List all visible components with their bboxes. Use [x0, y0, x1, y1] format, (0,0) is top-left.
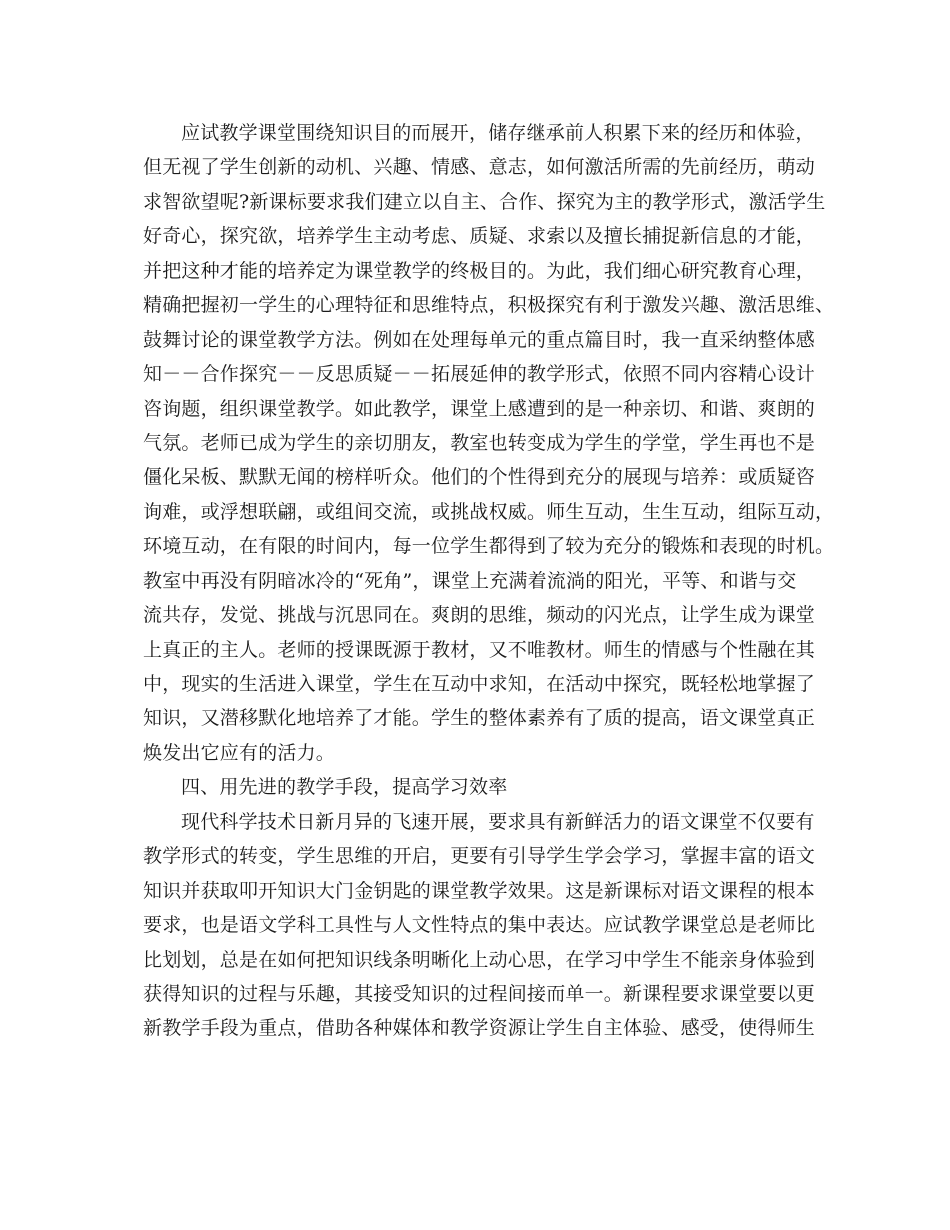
- text-line: 新教学手段为重点，借助各种媒体和教学资源让学生自主体验、感受，使得师生: [143, 1017, 816, 1040]
- text-line: 好奇心，探究欲，培养学生主动考虑、质疑、求索以及擅长捕捉新信息的才能，: [143, 225, 816, 248]
- text-line: 流共存，发觉、挑战与沉思同在。爽朗的思维，频动的闪光点，让学生成为课堂: [143, 604, 816, 627]
- section-heading: [143, 770, 808, 804]
- text-line: 精确把握初一学生的心理特征和思维特点，积极探究有利于激发兴趣、激活思维、: [143, 294, 835, 317]
- paragraph: [143, 116, 835, 770]
- text-line: 比划划，总是在如何把知识线条明晰化上动心思，在学习中学生不能亲身体验到: [143, 948, 816, 971]
- section-heading-text: 四、用先进的教学手段，提高学习效率: [181, 776, 508, 799]
- text-line: 获得知识的过程与乐趣，其接受知识的过程间接而单一。新课程要求课堂要以更: [143, 982, 816, 1005]
- text-line: 应试教学课堂围绕知识目的而展开，储存继承前人积累下来的经历和体验，: [181, 122, 815, 144]
- text-line: 气氛。老师已成为学生的亲切朋友，教室也转变成为学生的学堂，学生再也不是: [143, 431, 816, 454]
- text-line: 中，现实的生活进入课堂，学生在互动中求知，在活动中探究，既轻松地掌握了: [143, 673, 816, 695]
- text-line: 知识，又潜移默化地培养了才能。学生的整体素养有了质的提高，语文课堂真正: [143, 707, 816, 730]
- text-line: 上真正的主人。老师的授课既源于教材，又不唯教材。师生的情感与个性融在其: [143, 638, 816, 661]
- text-line: 知－－合作探究－－反思质疑－－拓展延伸的教学形式，依照不同内容精心设计: [143, 363, 816, 386]
- text-line: 教室中再没有阴暗冰冷的“死角”，课堂上充满着流淌的阳光，平等、和谐与交: [143, 569, 797, 592]
- document-page: [143, 116, 835, 1046]
- text-line: 焕发出它应有的活力。: [143, 741, 336, 764]
- paragraph: [143, 805, 816, 1046]
- text-line: 鼓舞讨论的课堂教学方法。例如在处理每单元的重点篇目时，我一直采纳整体感: [143, 328, 816, 351]
- text-line: 教学形式的转变，学生思维的开启，更要有引导学生学会学习，掌握丰富的语文: [143, 845, 816, 868]
- text-line: 求智欲望呢?新课标要求我们建立以自主、合作、探究为主的教学形式，激活学生: [143, 190, 826, 213]
- text-line: 僵化呆板、默默无闻的榜样听众。他们的个性得到充分的展现与培养：或质疑咨: [143, 466, 816, 489]
- text-line: 知识并获取叩开知识大门金钥匙的课堂教学效果。这是新课标对语文课程的根本: [143, 879, 816, 902]
- text-line: 环境互动，在有限的时间内，每一位学生都得到了较为充分的锻炼和表现的时机。: [143, 535, 835, 558]
- text-line: 但无视了学生创新的动机、兴趣、情感、意志，如何激活所需的先前经历，萌动: [143, 156, 816, 179]
- text-line: 要求，也是语文学科工具性与人文性特点的集中表达。应试教学课堂总是老师比: [143, 914, 816, 937]
- text-line: 现代科学技术日新月异的飞速开展，要求具有新鲜活力的语文课堂不仅要有: [181, 810, 815, 833]
- text-line: 询难，或浮想联翩，或组间交流，或挑战权威。师生互动，生生互动，组际互动，: [143, 500, 835, 523]
- text-line: 并把这种才能的培养定为课堂教学的终极目的。为此，我们细心研究教育心理，: [143, 259, 816, 282]
- text-line: 咨询题，组织课堂教学。如此教学，课堂上感遭到的是一种亲切、和谐、爽朗的: [143, 397, 816, 420]
